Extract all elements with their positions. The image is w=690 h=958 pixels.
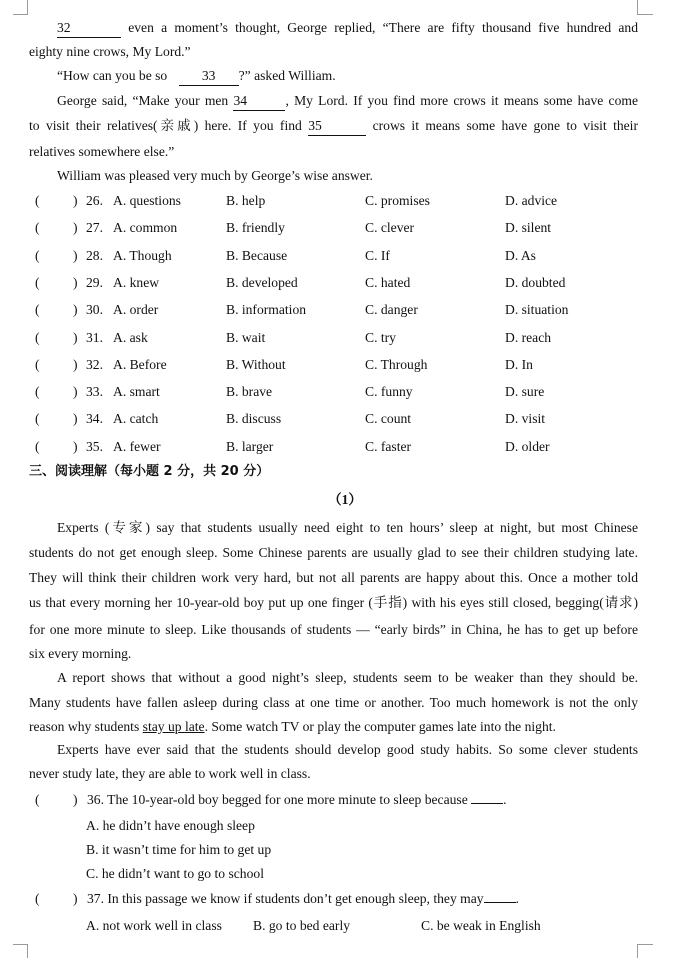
crop-mark [637, 944, 653, 945]
mc-open-paren: ( [35, 302, 40, 317]
passage-line: Many students have fallen asleep during class at one time or another. Too much homework is not the only [29, 695, 638, 710]
mc-option-b: B. information [226, 302, 307, 317]
answer-blank [484, 890, 516, 903]
q37-stem: 37. In this passage we know if students don’t get enough sleep, they may . [87, 891, 519, 906]
story-line-5 [29, 117, 638, 136]
q36-stem: 36. The 10-year-old boy begged for one more minute to sleep because . [87, 792, 507, 807]
mc-option-a: A. order [113, 302, 159, 317]
mc-option-a: A. questions [113, 193, 181, 208]
mc-close-paren: ) [73, 439, 78, 454]
mc-option-d: D. visit [505, 411, 546, 426]
mc-question-number: 31. [86, 330, 103, 345]
mc-open-paren: ( [35, 330, 40, 345]
mc-option-d: D. sure [505, 384, 545, 399]
mc-question-number: 33. [86, 384, 103, 399]
mc-open-paren: ( [35, 248, 40, 263]
mc-option-b: B. brave [226, 384, 273, 399]
mc-question-number: 27. [86, 220, 103, 235]
crop-mark [637, 0, 638, 14]
q37-option-b: B. go to bed early [253, 918, 351, 933]
blank-34: 34 [233, 92, 285, 111]
mc-option-c: C. funny [365, 384, 413, 399]
passage-line: us that every morning her 10-year-old boy put up one finger (手指) with his eyes still closed, begging(请求) [29, 595, 638, 610]
story-text: to visit their relatives(亲戚) here. If you find [29, 118, 302, 133]
mc-close-paren: ) [73, 220, 78, 235]
q37-open-paren: ( [35, 891, 40, 906]
mc-open-paren: ( [35, 384, 40, 399]
mc-question-number: 30. [86, 302, 103, 317]
mc-option-b: B. larger [226, 439, 274, 454]
story-line-6: relatives somewhere else.” [29, 144, 175, 159]
crop-mark [637, 14, 653, 15]
mc-option-b: B. developed [226, 275, 298, 290]
mc-option-a: A. ask [113, 330, 148, 345]
mc-option-c: C. faster [365, 439, 412, 454]
mc-option-d: D. situation [505, 302, 569, 317]
crop-mark [637, 944, 638, 958]
story-line-2: eighty nine crows, My Lord.” [29, 44, 191, 59]
q37-option-c: C. be weak in English [421, 918, 541, 933]
mc-question-number: 34. [86, 411, 103, 426]
mc-open-paren: ( [35, 275, 40, 290]
story-text: even a moment’s thought, George replied, “There are fifty thousand five hundred and [128, 20, 638, 35]
mc-close-paren: ) [73, 384, 78, 399]
mc-option-a: A. smart [113, 384, 160, 399]
mc-question-number: 32. [86, 357, 103, 372]
mc-open-paren: ( [35, 439, 40, 454]
mc-open-paren: ( [35, 357, 40, 372]
passage-title: （1） [328, 492, 362, 507]
story-line-1 [57, 19, 638, 38]
crop-mark [13, 944, 28, 945]
mc-close-paren: ) [73, 248, 78, 263]
mc-open-paren: ( [35, 220, 40, 235]
mc-option-a: A. Before [113, 357, 167, 372]
passage-line: six every morning. [29, 646, 132, 661]
passage-line: Experts (专家) say that students usually need eight to ten hours’ sleep at night, but most Chinese [57, 520, 638, 535]
mc-option-c: C. count [365, 411, 412, 426]
mc-option-a: A. common [113, 220, 178, 235]
mc-question-number: 35. [86, 439, 103, 454]
mc-option-b: B. friendly [226, 220, 285, 235]
story-text: , My Lord. If you find more crows it means some have come [285, 93, 638, 108]
mc-option-d: D. As [505, 248, 536, 263]
mc-option-c: C. try [365, 330, 396, 345]
passage-line: for one more minute to sleep. Like thousands of students — “early birds” in China, he has to get up before [29, 622, 638, 637]
mc-close-paren: ) [73, 275, 78, 290]
mc-option-b: B. Because [226, 248, 288, 263]
story-line-7: William was pleased very much by George’s wise answer. [57, 168, 373, 183]
mc-question-number: 29. [86, 275, 103, 290]
passage-text: reason why students [29, 719, 143, 734]
mc-close-paren: ) [73, 193, 78, 208]
mc-open-paren: ( [35, 411, 40, 426]
section-heading: 三、阅读理解（每小题 2 分，共 20 分） [29, 464, 270, 479]
mc-option-c: C. If [365, 248, 390, 263]
q37-stem-text: 37. In this passage we know if students don’t get enough sleep, they may [87, 891, 484, 906]
mc-option-b: B. Without [226, 357, 286, 372]
q37-option-a: A. not work well in class [86, 918, 222, 933]
blank-32: 32 [57, 19, 121, 38]
mc-option-d: D. older [505, 439, 550, 454]
passage-text: . Some watch TV or play the computer games late into the night. [204, 719, 556, 734]
mc-close-paren: ) [73, 357, 78, 372]
mc-option-d: D. reach [505, 330, 552, 345]
story-text: ?” asked William. [238, 68, 336, 83]
story-line-3 [57, 67, 638, 86]
mc-option-d: D. doubted [505, 275, 566, 290]
crop-mark [13, 14, 28, 15]
q36-option-b: B. it wasn’t time for him to get up [86, 842, 272, 857]
mc-option-a: A. fewer [113, 439, 161, 454]
mc-question-number: 26. [86, 193, 103, 208]
passage-line: Experts have ever said that the students should develop good study habits. So some clever students [57, 742, 638, 757]
underlined-phrase: stay up late [142, 719, 205, 734]
passage-line: students do not get enough sleep. Some Chinese parents are usually glad to see their children studying late. [29, 545, 638, 560]
blank-33: 33 [179, 67, 239, 86]
mc-option-c: C. danger [365, 302, 418, 317]
mc-option-c: C. promises [365, 193, 430, 208]
passage-line: never study late, they are able to work well in class. [29, 766, 311, 781]
passage-line [29, 718, 638, 736]
mc-question-number: 28. [86, 248, 103, 263]
passage-line: They will think their children work very hard, but not all parents are happy about this. Once a mother told [29, 570, 638, 585]
q36-close-paren: ) [73, 792, 78, 807]
passage-line: A report shows that without a good night’s sleep, students seem to be weaker than they should be. [57, 670, 638, 685]
mc-open-paren: ( [35, 193, 40, 208]
mc-option-a: A. Though [113, 248, 172, 263]
story-line-4 [57, 92, 638, 111]
q36-stem-text: 36. The 10-year-old boy begged for one more minute to sleep because [87, 792, 468, 807]
mc-option-d: D. advice [505, 193, 558, 208]
story-text: crows it means some have gone to visit their [372, 118, 638, 133]
mc-option-b: B. help [226, 193, 266, 208]
blank-35: 35 [308, 117, 366, 136]
mc-close-paren: ) [73, 302, 78, 317]
answer-blank [471, 791, 503, 804]
mc-option-d: D. silent [505, 220, 552, 235]
mc-option-c: C. clever [365, 220, 415, 235]
q36-option-a: A. he didn’t have enough sleep [86, 818, 255, 833]
mc-close-paren: ) [73, 411, 78, 426]
q36-open-paren: ( [35, 792, 40, 807]
crop-mark [27, 944, 28, 958]
story-text: “How can you be so [57, 68, 168, 83]
mc-close-paren: ) [73, 330, 78, 345]
mc-option-c: C. Through [365, 357, 428, 372]
story-text: George said, “Make your men [57, 93, 229, 108]
mc-option-d: D. In [505, 357, 533, 372]
mc-option-b: B. wait [226, 330, 266, 345]
q37-close-paren: ) [73, 891, 78, 906]
q36-option-c: C. he didn’t want to go to school [86, 866, 264, 881]
mc-option-b: B. discuss [226, 411, 282, 426]
mc-option-a: A. catch [113, 411, 159, 426]
mc-option-c: C. hated [365, 275, 411, 290]
mc-option-a: A. knew [113, 275, 160, 290]
crop-mark [27, 0, 28, 14]
